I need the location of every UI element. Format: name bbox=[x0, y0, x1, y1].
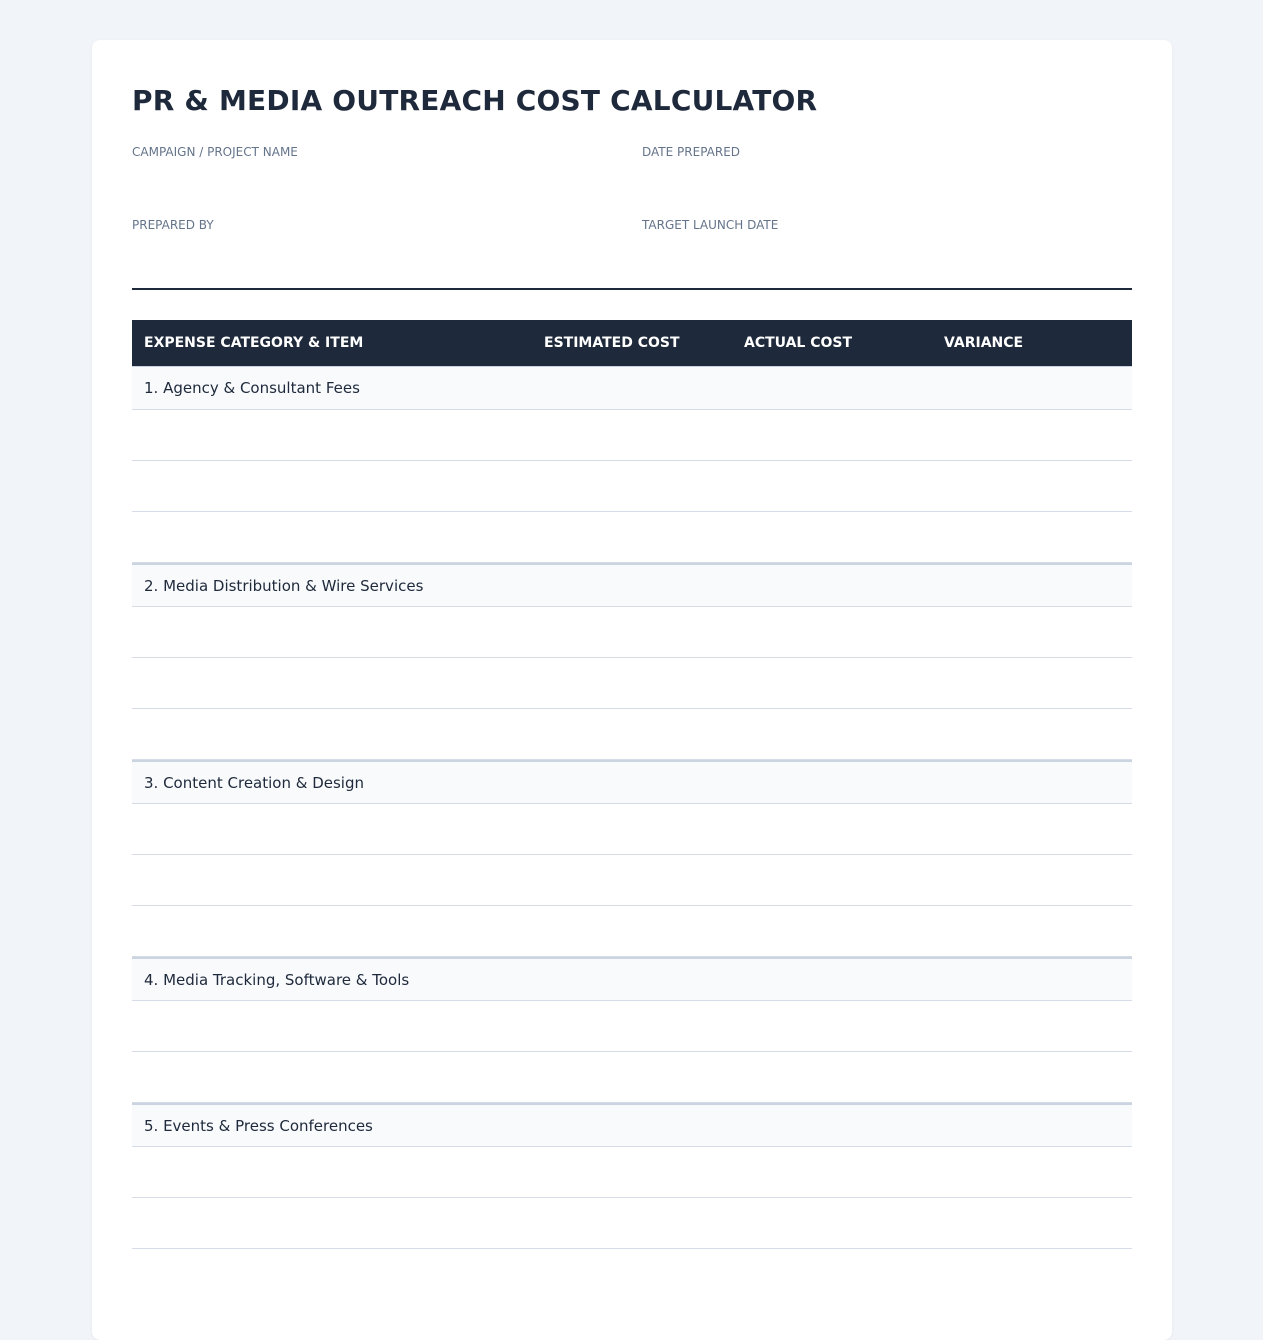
actual-cost-cell[interactable] bbox=[732, 1052, 932, 1102]
campaign-name-input[interactable] bbox=[132, 164, 572, 192]
table-row[interactable] bbox=[132, 607, 1132, 658]
variance-cell bbox=[932, 607, 1132, 657]
table-row[interactable] bbox=[132, 1147, 1132, 1198]
estimated-cost-cell[interactable] bbox=[532, 1001, 732, 1051]
actual-cost-cell[interactable] bbox=[732, 906, 932, 956]
estimated-cost-cell[interactable] bbox=[532, 709, 732, 759]
estimated-cost-cell[interactable] bbox=[532, 1198, 732, 1248]
expense-table bbox=[132, 320, 1132, 1249]
prepared-by-label: PREPARED BY bbox=[132, 218, 214, 232]
item-cell[interactable] bbox=[132, 804, 532, 854]
item-cell[interactable] bbox=[132, 709, 532, 759]
estimated-cost-cell[interactable] bbox=[532, 906, 732, 956]
actual-cost-cell[interactable] bbox=[732, 1147, 932, 1197]
estimated-cost-cell[interactable] bbox=[532, 804, 732, 854]
variance-cell bbox=[932, 1001, 1132, 1051]
variance-cell bbox=[932, 410, 1132, 460]
variance-cell bbox=[932, 709, 1132, 759]
section-content-creation: 3. Content Creation & Design bbox=[132, 760, 1132, 804]
actual-cost-cell[interactable] bbox=[732, 709, 932, 759]
item-cell[interactable] bbox=[132, 855, 532, 905]
table-header bbox=[132, 320, 1132, 366]
actual-cost-cell[interactable] bbox=[732, 804, 932, 854]
column-header-actual-cost: ACTUAL COST bbox=[744, 335, 853, 351]
actual-cost-cell[interactable] bbox=[732, 658, 932, 708]
variance-cell bbox=[932, 461, 1132, 511]
actual-cost-cell[interactable] bbox=[732, 461, 932, 511]
item-cell[interactable] bbox=[132, 1052, 532, 1102]
header-divider bbox=[132, 288, 1132, 290]
estimated-cost-cell[interactable] bbox=[532, 855, 732, 905]
estimated-cost-cell[interactable] bbox=[532, 1052, 732, 1102]
column-header-estimated-cost: ESTIMATED COST bbox=[544, 335, 680, 351]
variance-cell bbox=[932, 658, 1132, 708]
item-cell[interactable] bbox=[132, 1147, 532, 1197]
section-events: 5. Events & Press Conferences bbox=[132, 1103, 1132, 1147]
item-cell[interactable] bbox=[132, 410, 532, 460]
calculator-card bbox=[92, 40, 1172, 1340]
item-cell[interactable] bbox=[132, 658, 532, 708]
variance-cell bbox=[932, 906, 1132, 956]
estimated-cost-cell[interactable] bbox=[532, 658, 732, 708]
variance-cell bbox=[932, 804, 1132, 854]
campaign-name-label: CAMPAIGN / PROJECT NAME bbox=[132, 145, 298, 159]
actual-cost-cell[interactable] bbox=[732, 855, 932, 905]
table-row[interactable] bbox=[132, 1198, 1132, 1249]
date-prepared-input[interactable] bbox=[642, 164, 1082, 192]
item-cell[interactable] bbox=[132, 1001, 532, 1051]
estimated-cost-cell[interactable] bbox=[532, 607, 732, 657]
actual-cost-cell[interactable] bbox=[732, 410, 932, 460]
item-cell[interactable] bbox=[132, 461, 532, 511]
variance-cell bbox=[932, 512, 1132, 562]
table-row[interactable] bbox=[132, 1052, 1132, 1103]
table-row[interactable] bbox=[132, 461, 1132, 512]
table-row[interactable] bbox=[132, 709, 1132, 760]
table-row[interactable] bbox=[132, 855, 1132, 906]
estimated-cost-cell[interactable] bbox=[532, 512, 732, 562]
section-agency-fees: 1. Agency & Consultant Fees bbox=[132, 366, 1132, 410]
section-media-distribution: 2. Media Distribution & Wire Services bbox=[132, 563, 1132, 607]
target-launch-date-label: TARGET LAUNCH DATE bbox=[642, 218, 779, 232]
variance-cell bbox=[932, 1147, 1132, 1197]
item-cell[interactable] bbox=[132, 512, 532, 562]
item-cell[interactable] bbox=[132, 1198, 532, 1248]
estimated-cost-cell[interactable] bbox=[532, 410, 732, 460]
page-title: PR & MEDIA OUTREACH COST CALCULATOR bbox=[132, 84, 818, 117]
table-row[interactable] bbox=[132, 804, 1132, 855]
table-row[interactable] bbox=[132, 512, 1132, 563]
column-header-category: EXPENSE CATEGORY & ITEM bbox=[144, 335, 364, 351]
actual-cost-cell[interactable] bbox=[732, 512, 932, 562]
prepared-by-input[interactable] bbox=[132, 237, 572, 265]
column-header-variance: VARIANCE bbox=[944, 335, 1024, 351]
target-launch-date-input[interactable] bbox=[642, 237, 1082, 265]
actual-cost-cell[interactable] bbox=[732, 1198, 932, 1248]
variance-cell bbox=[932, 1198, 1132, 1248]
table-row[interactable] bbox=[132, 658, 1132, 709]
item-cell[interactable] bbox=[132, 607, 532, 657]
estimated-cost-cell[interactable] bbox=[532, 461, 732, 511]
section-media-tracking: 4. Media Tracking, Software & Tools bbox=[132, 957, 1132, 1001]
variance-cell bbox=[932, 855, 1132, 905]
item-cell[interactable] bbox=[132, 906, 532, 956]
actual-cost-cell[interactable] bbox=[732, 607, 932, 657]
table-row[interactable] bbox=[132, 1001, 1132, 1052]
actual-cost-cell[interactable] bbox=[732, 1001, 932, 1051]
table-row[interactable] bbox=[132, 906, 1132, 957]
estimated-cost-cell[interactable] bbox=[532, 1147, 732, 1197]
table-row[interactable] bbox=[132, 410, 1132, 461]
variance-cell bbox=[932, 1052, 1132, 1102]
date-prepared-label: DATE PREPARED bbox=[642, 145, 741, 159]
